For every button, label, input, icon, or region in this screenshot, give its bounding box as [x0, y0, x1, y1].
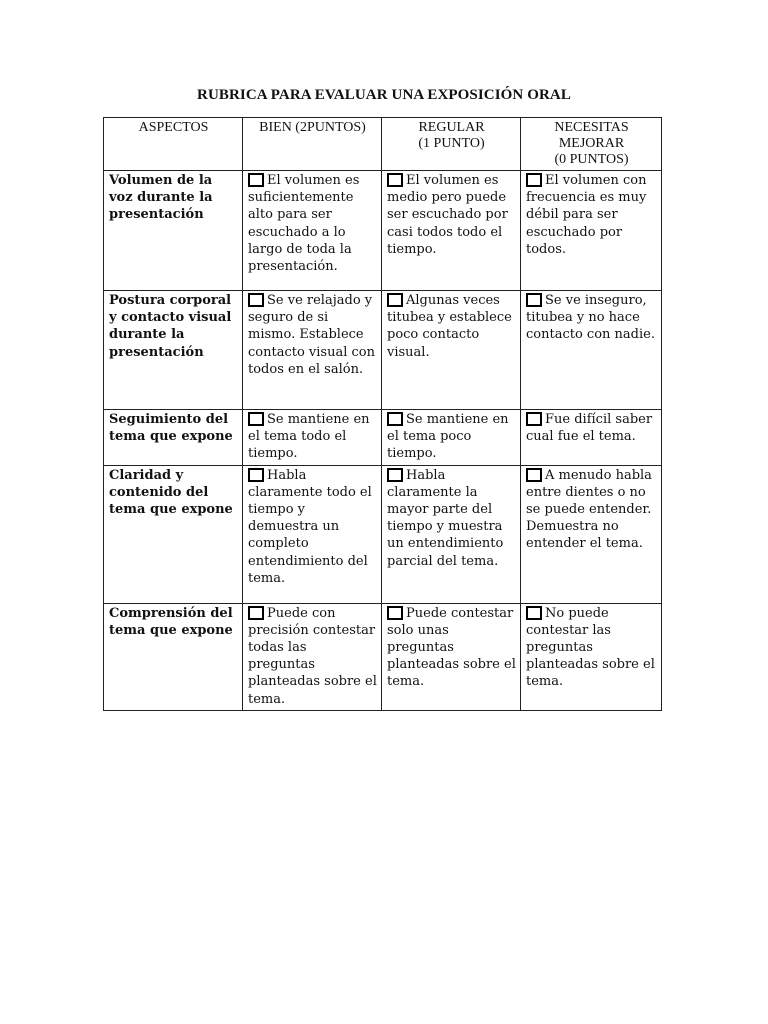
header-mejorar-line2: MEJORAR — [558, 136, 625, 151]
bien-cell — [243, 465, 382, 603]
criterion-text: El volumen es suficientemente alto para ser escuchado a lo largo de toda la presentación. — [248, 173, 360, 275]
header-regular-line1: REGULAR — [418, 120, 485, 135]
checkbox-icon[interactable] — [248, 412, 264, 426]
mejorar-cell — [521, 603, 662, 710]
mejorar-cell — [521, 291, 662, 410]
criterion-text: El volumen es medio pero puede ser escuchado por casi todos todo el tiempo. — [387, 173, 508, 257]
header-aspectos — [104, 118, 243, 171]
header-mejorar-line1: NECESITAS — [554, 120, 629, 135]
aspect-cell: Volumen de la voz durante la presentación — [104, 171, 243, 291]
checkbox-icon[interactable] — [387, 173, 403, 187]
bien-cell — [243, 171, 382, 291]
checkbox-icon[interactable] — [526, 606, 542, 620]
header-mejorar-line3: (0 PUNTOS) — [554, 152, 629, 167]
regular-cell — [382, 603, 521, 710]
checkbox-icon[interactable] — [387, 293, 403, 307]
criterion-text: Habla claramente la mayor parte del tiempo y muestra un entendimiento parcial del tema. — [387, 467, 504, 569]
regular-cell — [382, 171, 521, 291]
header-row — [104, 118, 662, 171]
table-row — [104, 465, 662, 603]
criterion-text: Habla claramente todo el tiempo y demuestra un completo entendimiento del tema. — [248, 467, 372, 586]
checkbox-icon[interactable] — [526, 412, 542, 426]
aspect-cell: Comprensión del tema que expone — [104, 603, 243, 710]
criterion-text: Se mantiene en el tema poco tiempo. — [387, 412, 509, 462]
criterion-text: Se mantiene en el tema todo el tiempo. — [248, 412, 370, 462]
criterion-text: Algunas veces titubea y establece poco contacto visual. — [387, 293, 512, 360]
aspect-cell: Seguimiento del tema que expone — [104, 410, 243, 466]
rubric-table — [103, 117, 662, 711]
table-row — [104, 410, 662, 466]
criterion-text: Puede con precisión contestar todas las preguntas planteadas sobre el tema. — [248, 605, 377, 707]
header-aspectos-label: ASPECTOS — [138, 120, 209, 135]
checkbox-icon[interactable] — [387, 412, 403, 426]
checkbox-icon[interactable] — [526, 468, 542, 482]
mejorar-cell — [521, 410, 662, 466]
header-regular — [382, 118, 521, 171]
criterion-text: Se ve inseguro, titubea y no hace contacto con nadie. — [526, 293, 655, 343]
bien-cell — [243, 603, 382, 710]
checkbox-icon[interactable] — [387, 606, 403, 620]
table-row — [104, 603, 662, 710]
regular-cell — [382, 410, 521, 466]
aspect-cell: Postura corporal y contacto visual durante la presentación — [104, 291, 243, 410]
checkbox-icon[interactable] — [526, 173, 542, 187]
criterion-text: No puede contestar las preguntas planteadas sobre el tema. — [526, 605, 655, 690]
bien-cell — [243, 410, 382, 466]
header-bien-label: BIEN (2PUNTOS) — [259, 120, 366, 135]
header-mejorar — [521, 118, 662, 171]
mejorar-cell — [521, 465, 662, 603]
criterion-text: El volumen con frecuencia es muy débil para ser escuchado por todos. — [526, 173, 647, 257]
criterion-text: A menudo habla entre dientes o no se puede entender. Demuestra no entender el tema. — [526, 467, 652, 552]
page-title: RUBRICA PARA EVALUAR UNA EXPOSICIÓN ORAL — [197, 87, 571, 103]
criterion-text: Fue difícil saber cual fue el tema. — [526, 412, 653, 445]
regular-cell — [382, 291, 521, 410]
header-bien — [243, 118, 382, 171]
regular-cell — [382, 465, 521, 603]
bien-cell — [243, 291, 382, 410]
checkbox-icon[interactable] — [248, 606, 264, 620]
table-row — [104, 291, 662, 410]
checkbox-icon[interactable] — [248, 468, 264, 482]
criterion-text: Se ve relajado y seguro de si mismo. Establece contacto visual con todos en el salón. — [248, 293, 375, 377]
checkbox-icon[interactable] — [248, 173, 264, 187]
criterion-text: Puede contestar solo unas preguntas planteadas sobre el tema. — [387, 605, 516, 690]
header-regular-line2: (1 PUNTO) — [418, 136, 485, 151]
checkbox-icon[interactable] — [387, 468, 403, 482]
table-row — [104, 171, 662, 291]
aspect-cell: Claridad y contenido del tema que expone — [104, 465, 243, 603]
mejorar-cell — [521, 171, 662, 291]
checkbox-icon[interactable] — [248, 293, 264, 307]
checkbox-icon[interactable] — [526, 293, 542, 307]
